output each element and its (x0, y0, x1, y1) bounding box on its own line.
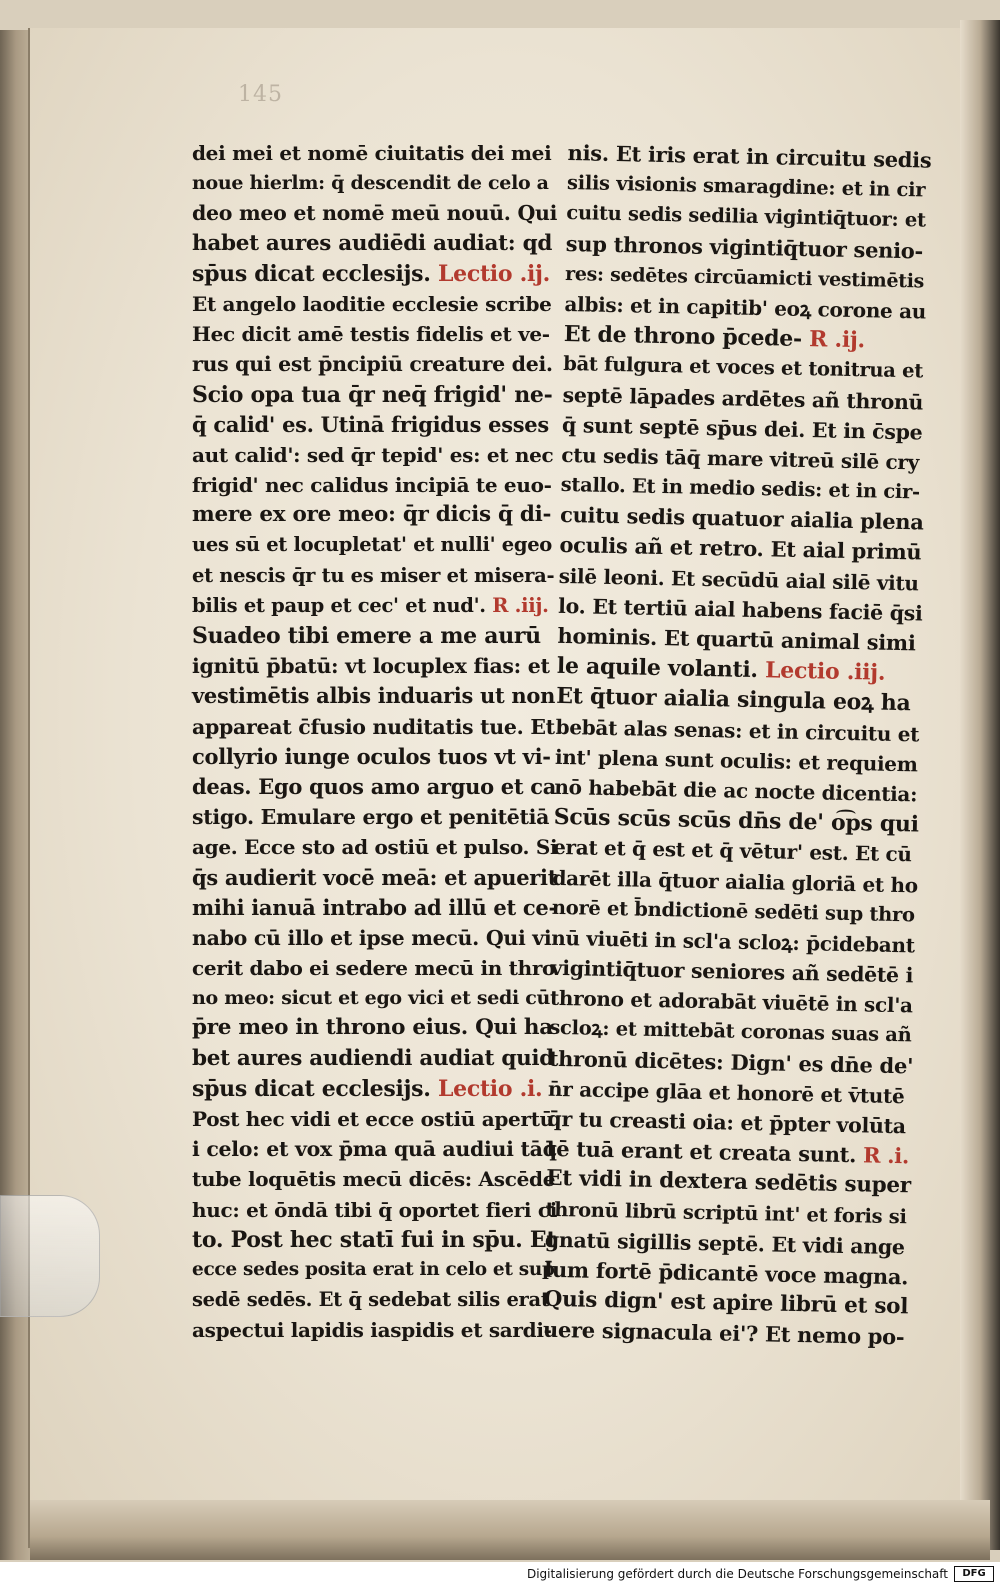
line-text: sedē sedēs. Et q̄ sedebat silis erat (192, 1288, 550, 1312)
text-line (192, 1044, 555, 1074)
line-text: ctu sedis tāq̄ mare vitreū silē cry (561, 442, 920, 475)
line-text: le aquile volanti. (556, 653, 759, 684)
line-text: Scūs scūs scūs dn̄s de' o͡ps qui (553, 803, 919, 838)
text-line (192, 1255, 555, 1285)
line-text: stigo. Emulare ergo et penitētiā (192, 805, 550, 830)
text-line (192, 1225, 557, 1255)
text-line (192, 470, 552, 500)
text-line (192, 1164, 556, 1194)
line-text: bebāt alas senas: et in circuitu et (555, 714, 920, 747)
text-line (192, 923, 552, 953)
text-line (192, 319, 552, 349)
line-text: mihi ianuā intrabo ad illū et ce- (192, 894, 557, 920)
line-text: nō habebāt die ac nocte dicentia: (554, 774, 918, 807)
line-text: dei mei et nomē ciuitatis dei mei (192, 141, 552, 165)
text-line (192, 229, 552, 259)
line-text: to. Post hec statī fui in sp̄u. Et (192, 1226, 557, 1253)
text-line (192, 168, 552, 198)
text-line (192, 1104, 552, 1134)
line-text: darēt illa q̄tuor aialia gloriā et ho (552, 865, 919, 897)
line-text: aut calid': sed q̄r tepid' es: et nec (192, 442, 554, 467)
line-text: Post hec vidi et ecce ostiū apertū (192, 1107, 554, 1131)
page-stack-edge (30, 1500, 990, 1560)
text-line (192, 953, 556, 983)
line-text: n̄r accipe glāa et honorē et v̄tutē (547, 1076, 905, 1109)
line-text: et nescis q̄r tu es miser et misera- (192, 563, 555, 587)
rubric-heading: R .ij. (801, 326, 866, 354)
line-text: vestimētis albis induaris ut non (192, 683, 556, 709)
line-text: ignitū p̄batū: vt locuplex fias: et (192, 654, 550, 679)
line-text: res: sedētes circūamicti vestimētis (564, 262, 925, 293)
line-text: q̄ calid' es. Utinā frigidus esses (192, 411, 549, 437)
line-text: sup thronos vigintiq̄tuor senio- (565, 230, 924, 264)
line-text: mere ex ore meo: q̄r dicis q̄ di- (192, 502, 552, 528)
line-text: Hec dicit amē testis fidelis et ve- (192, 322, 550, 347)
dfg-logo: DFG (954, 1566, 994, 1582)
line-text: habet aures audiēdi audiat: qd (192, 230, 553, 256)
line-text: gnatū sigillis septē. Et vidi ange (544, 1227, 905, 1260)
line-text: lo. Et tertiū aial habens faciē q̄si (557, 593, 923, 626)
text-line (192, 832, 558, 862)
line-text: throno et adorabāt viuētē in scl'a (549, 986, 913, 1018)
text-line (192, 1315, 552, 1345)
line-text: lum fortē p̄dicantē voce magna. (544, 1256, 909, 1290)
line-text: ecce sedes posita erat in celo et sup̄ (192, 1258, 555, 1280)
line-text: uere signacula ei'? Et nemo po- (542, 1317, 905, 1350)
line-text: scloꝝ: et mittebāt coronas suas añ (549, 1016, 912, 1047)
text-column-left (192, 138, 558, 1346)
book-gutter (960, 20, 1000, 1550)
text-line (192, 712, 555, 742)
folio-number: 145 (238, 82, 283, 107)
line-text: rus qui est p̄ncipiū creature dei. (192, 352, 553, 377)
line-text: noue hierlm: q̄ descendit de celo a (192, 172, 549, 195)
line-text: q̄s audierit vocē meā: et apuerit (192, 864, 558, 890)
line-text: deo meo et nomē meū nouū. Qui (192, 201, 558, 226)
line-text: no meo: sicut et ego vici et sedi cū (192, 987, 551, 1010)
line-text: nabo cū illo et ipse mecū. Qui vi (192, 925, 552, 950)
line-text: nū viuēti in scl'a scloꝝ: p̄cidebant (550, 925, 915, 958)
line-text: Et angelo laoditie ecclesie scribe (192, 291, 552, 316)
line-text: huc: et ōndā tibi q̄ oportet fieri ci (192, 1197, 558, 1222)
line-text: Scio opa tua q̄r neq̄ frigid' ne- (192, 381, 553, 408)
line-text: vigintiq̄tuor seniores añ sedētē i (550, 955, 914, 988)
text-line (192, 1285, 552, 1315)
line-text: bāt fulgura et voces et tonitrua et (563, 352, 924, 383)
line-text: erat et q̄ est et q̄ vētur' est. Et cū (552, 835, 912, 867)
text-line (192, 621, 552, 651)
text-line (192, 530, 552, 560)
rubric-heading: Lectio .i. (430, 1075, 543, 1102)
text-line (192, 1195, 558, 1225)
text-line (192, 983, 552, 1013)
line-text: i celo: et vox p̄ma quā audiui tāq̄ (192, 1137, 557, 1162)
line-text: silē leoni. Et secūdū aial silē vitu (558, 563, 919, 596)
text-line (192, 772, 557, 802)
line-text: nis. Et iris erat in circuitu sedis (567, 139, 932, 173)
text-line (192, 198, 558, 228)
line-text: age. Ecce sto ad ostiū et pulso. Si (192, 835, 558, 860)
line-text: sp̄us dicat ecclesijs. (192, 1075, 431, 1102)
line-text: stallo. Et in medio sedis: et in cir- (560, 472, 921, 504)
text-line (192, 591, 552, 621)
line-text: tē tuā erant et creata sunt. (546, 1135, 857, 1168)
text-line (192, 259, 552, 289)
text-line (192, 561, 555, 591)
line-text: cerit dabo ei sedere mecū in thro (192, 956, 556, 981)
text-line (192, 500, 552, 530)
text-line (192, 863, 558, 893)
line-text: int' plena sunt oculis: et requiem (554, 744, 918, 777)
text-line (192, 440, 552, 470)
line-text: norē et b̄ndictionē sedēti sup thro (551, 895, 915, 927)
line-text: oculis añ et retro. Et aial primū (559, 532, 922, 565)
line-text: Quis dign' est apire librū et sol (543, 1286, 909, 1320)
page-clip (0, 1195, 100, 1317)
text-line (192, 742, 552, 772)
line-text: bet aures audiendi audiat quid (192, 1045, 555, 1071)
text-line (192, 802, 552, 832)
rubric-heading: R .iij. (485, 593, 549, 617)
line-text: Et vidi in dextera sedētis super (545, 1166, 912, 1199)
line-text: tube loquētis mecū dicēs: Ascēde (192, 1167, 556, 1192)
line-text: Suadeo tibi emere a me aurū (192, 623, 541, 649)
rubric-heading: R .i. (855, 1142, 910, 1169)
line-text: sp̄us dicat ecclesijs. (192, 260, 431, 287)
text-line (192, 380, 552, 410)
footer-bar (0, 1562, 1000, 1588)
line-text: q̄ sunt septē sp̄us dei. Et in c̄spe (561, 412, 923, 445)
text-line (192, 893, 557, 923)
line-text: cuitu sedis quatuor aialia plena (559, 502, 924, 535)
line-text: thronū librū scriptū int' et foris si (545, 1197, 907, 1228)
text-line (192, 1074, 552, 1104)
line-text: silis visionis smaragdine: et in cir (566, 171, 926, 202)
text-column-right (542, 138, 932, 1353)
line-text: frigid' nec calidus incipiā te euo- (192, 473, 552, 498)
line-text: Et q̄tuor aialia singula eoꝝ ha (556, 683, 911, 717)
text-line (192, 1134, 557, 1164)
text-line (192, 349, 552, 379)
line-text: appareat c̄fusio nuditatis tue. Et (192, 714, 555, 739)
line-text: bilis et paup et cec' et nud'. (192, 593, 486, 617)
line-text: ues sū et locupletat' et nulli' egeo (192, 533, 553, 557)
rubric-heading: Lectio .ij. (430, 260, 551, 287)
text-line (192, 1013, 552, 1043)
line-text: aspectui lapidis iaspidis et sardi- (192, 1318, 552, 1343)
line-text: Et de throno p̄cede- (563, 321, 803, 353)
line-text: deas. Ego quos amo arguo et ca (192, 773, 557, 799)
text-line (192, 410, 552, 440)
line-text: collyrio iunge oculos tuos vt vi- (192, 743, 551, 769)
text-line (192, 681, 556, 711)
line-text: thronū dicētes: Dign' es dn̄e de' (548, 1045, 914, 1079)
line-text: hominis. Et quartū animal simi (557, 622, 916, 656)
funding-credit: Digitalisierung gefördert durch die Deutsche Forschungsgemeinschaft (526, 1567, 948, 1581)
line-text: q̄r tu creasti oia: et p̄pter volūta (547, 1106, 907, 1139)
rubric-heading: Lectio .iij. (757, 657, 886, 686)
text-line (192, 651, 552, 681)
text-line (192, 138, 552, 168)
line-text: albis: et in capitib' eoꝝ corone au (564, 291, 927, 324)
line-text: p̄re meo in throno eius. Qui ha (192, 1015, 553, 1041)
line-text: septē lāpades ardētes añ thronū (562, 382, 924, 414)
text-line (192, 289, 552, 319)
line-text: cuitu sedis sedilia vigintiq̄tuor: et (566, 201, 926, 232)
